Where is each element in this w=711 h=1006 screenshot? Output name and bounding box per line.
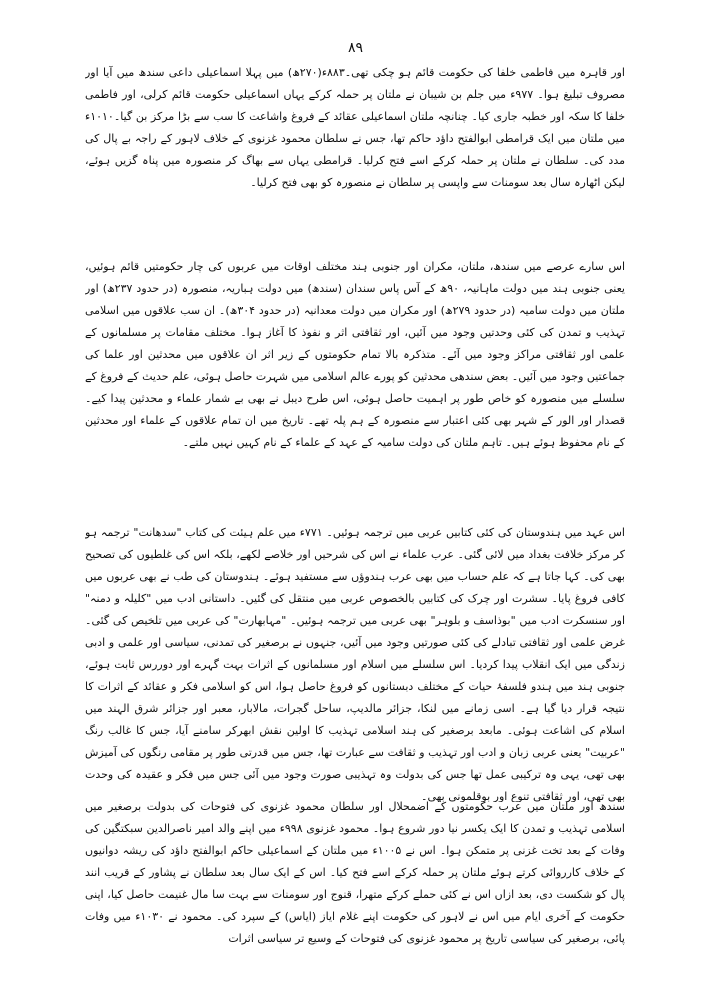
paragraph-text: اس عہد میں ہندوستان کی کئی کتابیں عربی میں ترجمہ ہوئیں۔ ۷۷۱ء میں علم ہیئت کی کتاب "سدھانت" ترجمہ ہو کر مرکز خلافت بغداد میں لائی گئی۔ عرب علماء نے اس کی شرحیں اور خلاصے لکھے، بلکہ اس کی غلطیوں کی تصحیح بھی کی۔ کہا جاتا ہے کہ علم حساب میں بھی عرب ہندوؤں سے مستفید ہوئے۔ ہندوستان کی طب نے بھی عربوں میں کافی فروغ پایا۔ سشرت اور چرک کی کتابیں بالخصوص عربی میں منتقل کی گئیں۔ داستانی ادب میں "کلیلہ و دمنہ" اور سنسکرت ادب میں "بوذاسف و بلوہر" بھی عربی میں ترجمہ ہوئیں۔ "مہابھارت" کی عربی میں تلخیص کی گئی۔ غرض علمی اور ثقافتی تبادلے کی کئی صورتیں وجود میں آئیں، جنہوں نے برصغیر کی تمدنی، سیاسی اور علمی و ادبی زندگی میں ایک انقلاب پیدا کردیا۔ اس سلسلے میں اسلام اور مسلمانوں کے اثرات بہت گہرے اور دوررس ثابت ہوئے، جنوبی ہند میں ہندو فلسفۂ حیات کے مختلف دبستانوں کو فروغ حاصل ہوا، اس کو اسلامی فکر و عقائد کے اثرات کا نتیجہ قرار دیا گیا ہے۔ اسی زمانے میں لنکا، جزائر مالدیپ، ساحل گجرات، مالابار، معبر اور جزائر شرق الہند میں اسلام کی اشاعت ہوئی۔ مابعد برصغیر کی ہند اسلامی تہذیب کا اولین نقش ابھرکر سامنے آیا، جس کا غالب رنگ "عربیت" یعنی عربی زبان و ادب اور تہذیب و ثقافت سے عبارت تھا، جس میں قدرتی طور پر مقامی رنگوں کی آمیزش بھی تھی، یہی وہ ترکیبی عمل تھا جس کی بدولت وہ تہذیبی صورت وجود میں آئی جس میں فکر و عقیدہ کی وحدت بھی تھی، اور ثقافتی تنوع اور بوقلمونی بھی۔ <box>85 526 625 802</box>
paragraph-3 <box>85 522 625 802</box>
paragraph-text: اور قاہرہ میں فاطمی خلفا کی حکومت قائم ہو چکی تھی۔۸۸۳ء(۲۷۰ھ) میں پہلا اسماعیلی داعی سندھ میں آیا اور مصروف تبلیغ ہوا۔ ۹۷۷ء میں جلم بن شیبان نے ملتان پر حملہ کرکے یہاں اسماعیلی حکومت قائم کرلی، اور فاطمی خلفا کا سکہ اور خطبہ جاری کیا۔ چنانچہ ملتان اسماعیلی عقائد کے فروغ واشاعت کا سب سے بڑا مرکز بن گیا۔۱۰۱۰ء میں ملتان میں ایک قرامطی ابوالفتح داؤد حاکم تھا، جس نے سلطان محمود غزنوی کے خلاف لاہور کے راجہ بے پال کی مدد کی۔ سلطان نے ملتان پر حملہ کرکے اسے فتح کرلیا۔ قرامطی یہاں سے بھاگ کر منصورہ میں پناہ گزیں ہوئے، لیکن اٹھارہ سال بعد سومنات سے واپسی پر سلطان نے منصورہ کو بھی فتح کرلیا۔ <box>85 66 625 189</box>
paragraph-4 <box>85 796 625 986</box>
paragraph-text: اس سارے عرصے میں سندھ، ملتان، مکران اور جنوبی ہند مختلف اوقات میں عربوں کی چار حکومتیں قائم ہوئیں، یعنی جنوبی ہند میں دولت ماہانیہ، ۹۰ھ کے آس پاس سندان (سندھ) میں دولت ہباریہ، منصورہ (در حدود ۲۳۷ھ) اور ملتان میں دولت سامیہ (در حدود ۲۷۹ھ) اور مکران میں دولت معدانیہ (در حدود ۳۰۴ھ)۔ ان سب علاقوں میں اسلامی تہذیب و تمدن کی کئی وحدتیں وجود میں آئیں، اور ثقافتی اثر و نفوذ کا آغاز ہوا۔ مختلف مقامات پر مسلمانوں کے علمی اور ثقافتی مراکز وجود میں آئے۔ متذکرہ بالا تمام حکومتوں کے زیر اثر ان علاقوں میں محدثین اور علما کی جماعتیں وجود میں آئیں۔ بعض سندھی محدثین کو پورے عالم اسلامی میں شہرت حاصل ہوئی، علم حدیث کے فروغ کے سلسلے میں منصورہ کو خاص طور پر اہمیت حاصل ہوئی، اس طرح دیبل نے بھی بے شمار علماء و محدثین پیدا کیے۔ قصدار اور الور کے شہر بھی کئی اعتبار سے منصورہ کے ہم پلہ تھے۔ تاریخ میں ان تمام علاقوں کے علماء اور محدثین کے نام محفوظ ہوئے ہیں۔ تاہم ملتان کی دولت سامیہ کے عہد کے علماء کے نام کہیں نہیں ملتے۔ <box>85 260 625 449</box>
paragraph-text: سندھ اور ملتان میں عرب حکومتوں کے اضمحلال اور سلطان محمود غزنوی کی فتوحات کی بدولت برصغیر میں اسلامی تہذیب و تمدن کا ایک یکسر نیا دور شروع ہوا۔ محمود غزنوی ۹۹۸ء میں اپنے والد امیر ناصرالدین سبکتگین کی وفات کے بعد تخت غزنی پر متمکن ہوا۔ اس نے ۱۰۰۵ء میں ملتان کے اسماعیلی حاکم ابوالفتح داؤد کی ریشہ دوانیوں کے خلاف کارروائی کرتے ہوئے ملتان پر حملہ کرکے اسے فتح کیا۔ اس کے ایک سال بعد سلطان نے پشاور کے قریب انند پال کو شکست دی، بعد ازاں اس نے کئی حملے کرکے متھرا، قنوج اور سومنات سے بہت سا مال غنیمت حاصل کیا، اپنی حکومت کے آخری ایام میں اس نے لاہور کی حکومت اپنے غلام ایاز (ایاس) کے سپرد کی۔ محمود نے ۱۰۳۰ء میں وفات پائی، برصغیر کی سیاسی تاریخ پر محمود غزنوی کی فتوحات کے وسیع تر سیاسی اثرات <box>85 800 625 945</box>
page-number: ۸۹ <box>347 40 364 56</box>
paragraph-2 <box>85 256 625 528</box>
